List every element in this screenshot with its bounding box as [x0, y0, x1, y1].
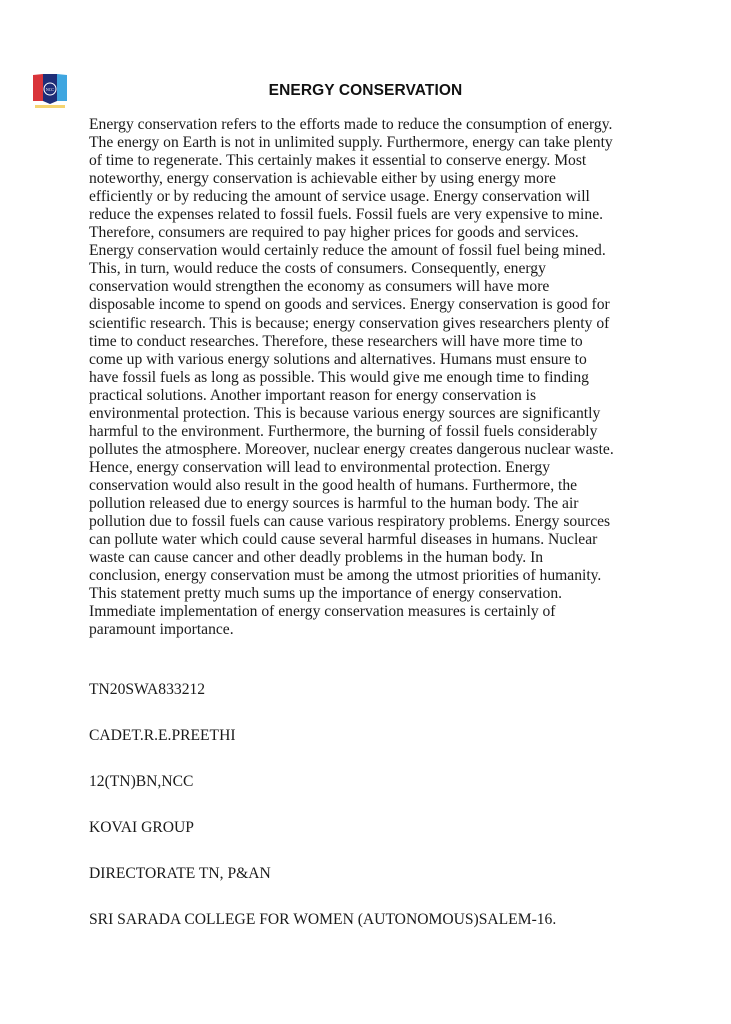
directorate-name: DIRECTORATE TN, P&AN [89, 865, 271, 882]
signature-block [89, 681, 556, 957]
essay-body [89, 116, 729, 639]
body-line: time to conduct researches. Therefore, these researchers will have more time to [89, 332, 583, 350]
group-name: KOVAI GROUP [89, 819, 194, 836]
body-line: Therefore, consumers are required to pay higher prices for goods and services. [89, 224, 579, 242]
body-line: Energy conservation would certainly reduce the amount of fossil fuel being mined. [89, 242, 606, 260]
institution-name: SRI SARADA COLLEGE FOR WOMEN (AUTONOMOUS)SALEM-16. [89, 911, 557, 928]
page-title: ENERGY CONSERVATION [268, 82, 463, 99]
body-line: The energy on Earth is not in unlimited supply. Furthermore, energy can take plenty [89, 134, 613, 152]
body-line: Energy conservation refers to the efforts made to reduce the consumption of energy. [89, 116, 613, 133]
body-line: noteworthy, energy conservation is achievable either by using energy more [89, 170, 556, 188]
cadet-name: CADET.R.E.PREETHI [89, 727, 236, 744]
body-line: pollutes the atmosphere. Moreover, nuclear energy creates dangerous nuclear waste. [89, 440, 614, 458]
body-line: This, in turn, would reduce the costs of consumers. Consequently, energy [89, 260, 546, 278]
body-line: paramount importance. [89, 621, 234, 639]
body-line: waste can cause cancer and other deadly problems in the human body. In [89, 549, 544, 567]
logo-text: NCC [45, 87, 55, 92]
body-line: practical solutions. Another important reason for energy conservation is [89, 386, 537, 404]
body-line: pollution released due to energy sources is harmful to the human body. The air [89, 494, 579, 512]
body-line: conclusion, energy conservation must be among the utmost priorities of humanity. [89, 567, 602, 585]
body-line: of time to regenerate. This certainly makes it essential to conserve energy. Most [89, 152, 587, 170]
body-line: can pollute water which could cause several harmful diseases in humans. Nuclear [89, 531, 598, 549]
body-line: reduce the expenses related to fossil fuels. Fossil fuels are very expensive to mine. [89, 206, 604, 224]
body-line: This statement pretty much sums up the importance of energy conservation. [89, 585, 563, 603]
body-line: conservation would strengthen the economy as consumers will have more [89, 278, 550, 296]
body-line: come up with various energy solutions and alternatives. Humans must ensure to [89, 350, 587, 368]
body-line: conservation would also result in the good health of humans. Furthermore, the [89, 476, 578, 494]
body-line: efficiently or by reducing the amount of service usage. Energy conservation will [89, 188, 590, 206]
body-line: have fossil fuels as long as possible. This would give me enough time to finding [89, 368, 589, 386]
regimental-number: TN20SWA833212 [89, 681, 206, 698]
body-line: Immediate implementation of energy conservation measures is certainly of [89, 603, 556, 621]
body-line: Hence, energy conservation will lead to environmental protection. Energy [89, 458, 551, 476]
body-line: environmental protection. This is because various energy sources are significantly [89, 404, 601, 422]
body-line: scientific research. This is because; energy conservation gives researchers plenty of [89, 314, 610, 332]
body-line: pollution due to fossil fuels can cause various respiratory problems. Energy sources [89, 513, 611, 531]
body-line: disposable income to spend on goods and services. Energy conservation is good for [89, 296, 610, 314]
unit-name: 12(TN)BN,NCC [89, 773, 194, 790]
body-line: harmful to the environment. Furthermore, the burning of fossil fuels considerably [89, 422, 598, 440]
